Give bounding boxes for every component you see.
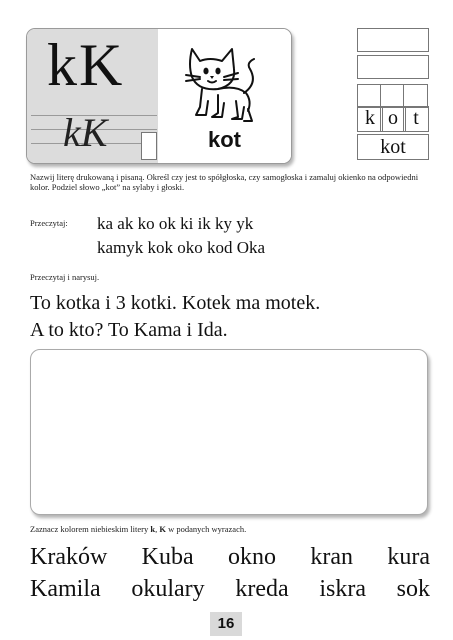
word[interactable]: kreda (235, 576, 289, 602)
word[interactable]: okno (227, 544, 276, 570)
answer-box[interactable] (357, 55, 429, 79)
word[interactable]: kura (387, 544, 430, 570)
reading-line-1: ka ak ko ok ki ik ky yk (97, 214, 254, 233)
color-task-instruction: Zaznacz kolorem niebieskim litery k, K w podanych wyrazach. (30, 524, 247, 534)
word[interactable]: sok (396, 576, 430, 602)
color-fill-box[interactable] (141, 132, 157, 160)
task-instruction: Nazwij literę drukowaną i pisaną. Określ czy jest to spółgłoska, czy samogłoska i zamaluj okienko na odpowiedni kolor. Podziel słowo „kot” na sylaby i głoski. (30, 172, 419, 192)
sentence-line-1: To kotka i 3 kotki. Kotek ma motek. (30, 292, 321, 314)
word-row (30, 541, 430, 573)
word[interactable]: kran (310, 544, 353, 570)
read-draw-instruction: Przeczytaj i narysuj. (30, 272, 100, 282)
read-label: Przeczytaj: (30, 218, 68, 228)
drawing-area[interactable] (30, 349, 428, 515)
cursive-letters: kK (63, 110, 108, 155)
page-number: 16 (210, 612, 242, 636)
word[interactable]: Kraków (30, 544, 108, 570)
picture-word: kot (208, 127, 241, 152)
answer-box[interactable] (357, 28, 429, 52)
word[interactable]: Kuba (141, 544, 194, 570)
syllable-cell[interactable] (380, 84, 405, 108)
word[interactable]: okulary (131, 576, 205, 602)
syllable-row (357, 84, 427, 108)
word-row (30, 573, 430, 605)
word-box: kot (357, 134, 429, 160)
reading-line-2: kamyk kok oko kod Oka (97, 238, 266, 257)
picture-panel (158, 29, 291, 163)
letter-cell: o (380, 106, 406, 132)
word[interactable]: iskra (319, 576, 366, 602)
word-list (30, 541, 430, 605)
syllable-cell[interactable] (357, 84, 382, 108)
print-letters: kK (47, 32, 125, 98)
letter-panel (27, 29, 158, 163)
word[interactable]: Kamila (30, 576, 101, 602)
sentence-line-2: A to kto? To Kama i Ida. (30, 319, 228, 341)
letter-cell: t (403, 106, 429, 132)
letter-card (26, 28, 292, 164)
letter-cell: k (357, 106, 383, 132)
cat-icon (178, 39, 268, 129)
syllable-cell[interactable] (403, 84, 428, 108)
